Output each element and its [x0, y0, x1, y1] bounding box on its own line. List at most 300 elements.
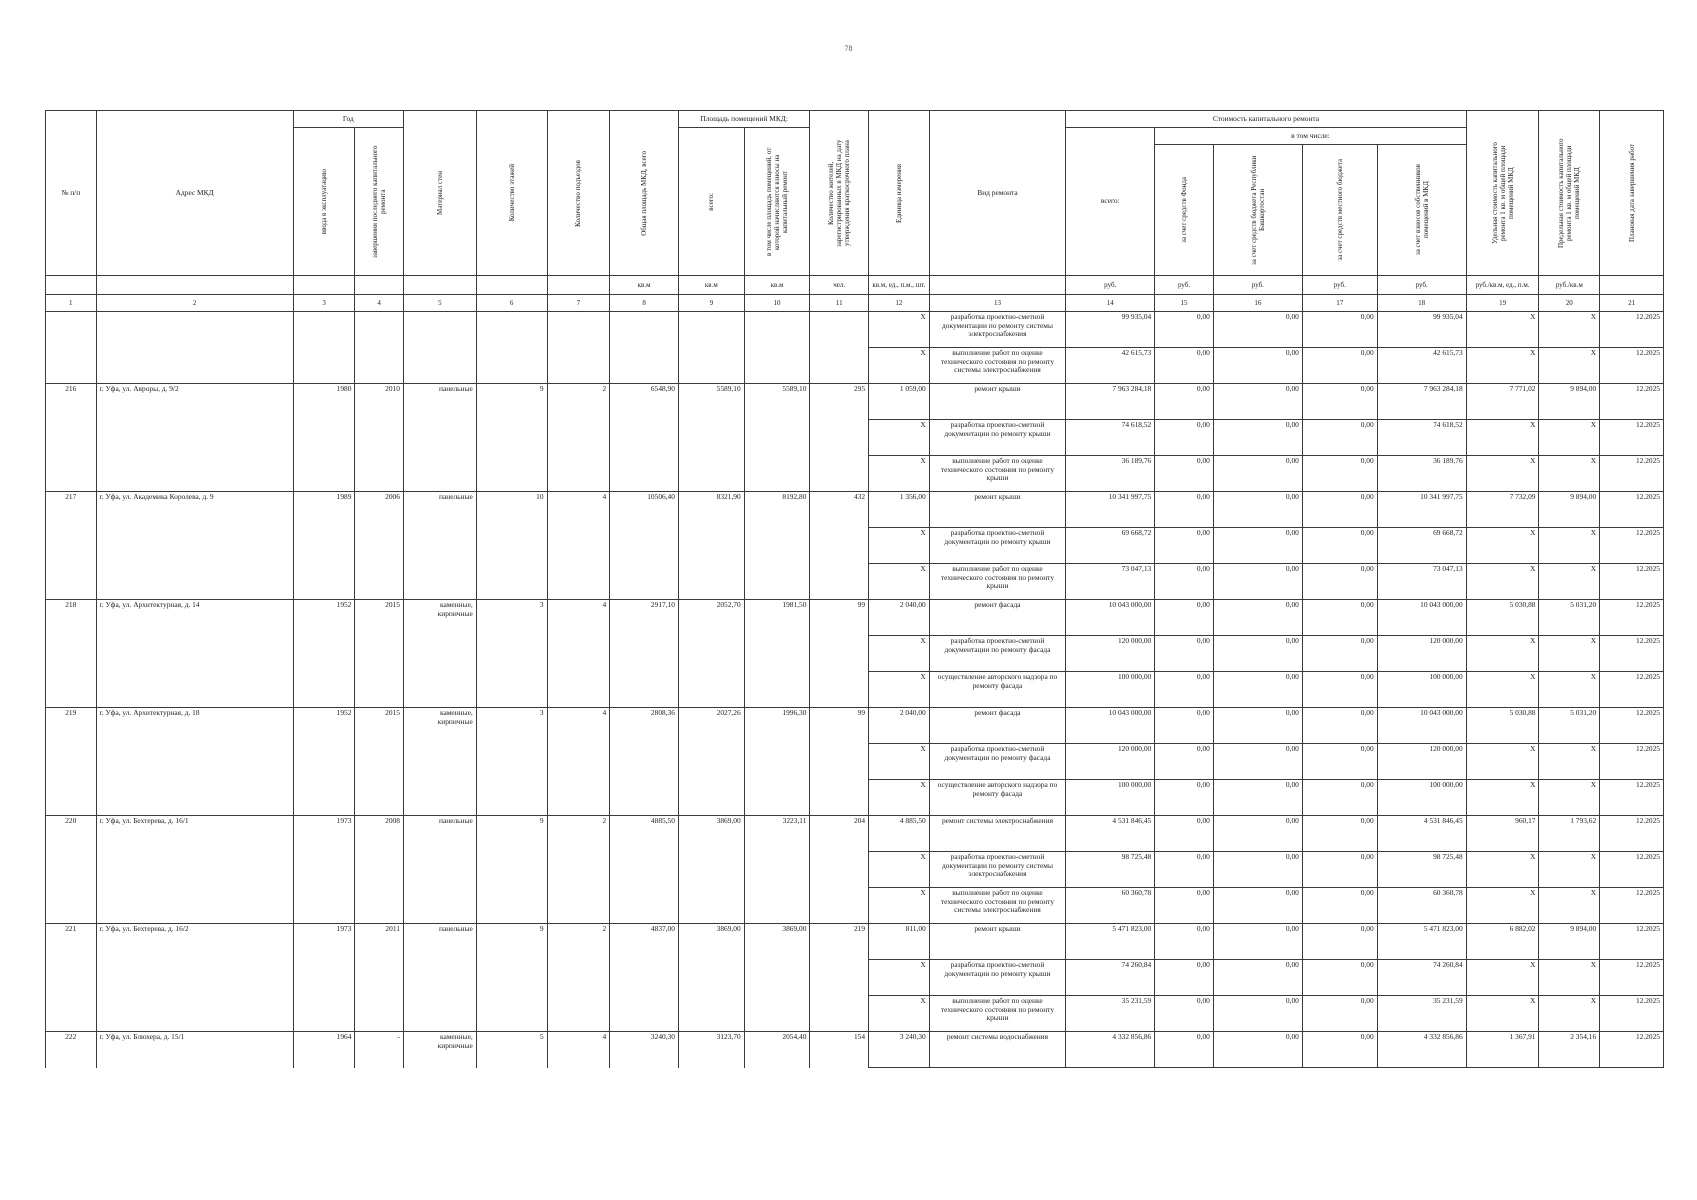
residents-cell	[810, 852, 869, 888]
unit-cell: руб.	[1302, 276, 1377, 295]
header-premises-group: Площадь помещений МКД:	[678, 111, 809, 128]
header-premises-total: всего:	[678, 128, 744, 276]
unit-cell	[547, 276, 610, 295]
total-area-cell	[610, 312, 679, 348]
column-number-cell: 6	[476, 295, 547, 312]
residents-cell	[810, 528, 869, 564]
limit-cost-cell: X	[1539, 996, 1600, 1032]
premises-area-cell	[678, 456, 744, 492]
column-numbers-row	[46, 295, 1664, 312]
header-entrances: Количество подъездов	[547, 111, 610, 276]
residents-cell: 295	[810, 384, 869, 420]
column-number-cell: 18	[1377, 295, 1466, 312]
address-cell: г. Уфа, ул. Академика Королева, д. 9	[96, 492, 293, 528]
specific-cost-cell: 6 882,02	[1466, 924, 1539, 960]
address-cell	[96, 636, 293, 672]
repair-type-cell: выполнение работ по оценке технического состояния по ремонту системы электроснабжения	[929, 888, 1066, 924]
year-repair-cell	[355, 456, 404, 492]
row-number: 217	[46, 492, 97, 528]
residents-cell	[810, 888, 869, 924]
cost-owners-cell: 42 615,73	[1377, 348, 1466, 384]
cost-fund-cell: 0,00	[1155, 852, 1214, 888]
row-number	[46, 456, 97, 492]
premises-area-cell	[678, 960, 744, 996]
cost-owners-cell: 74 618,52	[1377, 420, 1466, 456]
cost-owners-cell: 120 000,00	[1377, 744, 1466, 780]
year-commission-cell	[293, 348, 355, 384]
unit-value-cell: X	[869, 960, 930, 996]
column-number-cell: 2	[96, 295, 293, 312]
address-cell: г. Уфа, ул. Архитектурная, д. 18	[96, 708, 293, 744]
wall-material-cell	[403, 960, 476, 996]
address-cell: г. Уфа, ул. Блюхера, д. 15/1	[96, 1032, 293, 1068]
plan-date-cell: 12.2025	[1600, 312, 1664, 348]
plan-date-cell: 12.2025	[1600, 420, 1664, 456]
cost-total-cell: 100 000,00	[1066, 780, 1155, 816]
address-cell: г. Уфа, ул. Архитектурная, д. 14	[96, 600, 293, 636]
cost-owners-cell: 98 725,48	[1377, 852, 1466, 888]
cost-republic-cell: 0,00	[1213, 1032, 1302, 1068]
floors-cell	[476, 420, 547, 456]
cost-owners-cell: 100 000,00	[1377, 672, 1466, 708]
address-cell	[96, 456, 293, 492]
unit-value-cell: X	[869, 528, 930, 564]
entrances-cell	[547, 636, 610, 672]
cost-republic-cell: 0,00	[1213, 312, 1302, 348]
cost-fund-cell: 0,00	[1155, 492, 1214, 528]
cost-owners-cell: 74 260,84	[1377, 960, 1466, 996]
limit-cost-cell: 5 031,20	[1539, 600, 1600, 636]
cost-total-cell: 36 189,76	[1066, 456, 1155, 492]
limit-cost-cell: X	[1539, 960, 1600, 996]
limit-cost-cell: 9 894,00	[1539, 384, 1600, 420]
cost-total-cell: 35 231,59	[1066, 996, 1155, 1032]
residential-area-cell: 5589,10	[744, 384, 810, 420]
cost-owners-cell: 10 043 000,00	[1377, 600, 1466, 636]
cost-total-cell: 4 531 846,45	[1066, 816, 1155, 852]
plan-date-cell: 12.2025	[1600, 780, 1664, 816]
row-number	[46, 348, 97, 384]
cost-owners-cell: 4 531 846,45	[1377, 816, 1466, 852]
cost-local-cell: 0,00	[1302, 312, 1377, 348]
limit-cost-cell: X	[1539, 456, 1600, 492]
repair-type-cell: ремонт крыши	[929, 384, 1066, 420]
cost-owners-cell: 5 471 823,00	[1377, 924, 1466, 960]
specific-cost-cell: X	[1466, 456, 1539, 492]
table-row	[46, 456, 1664, 492]
repair-type-cell: ремонт системы водоснабжения	[929, 1032, 1066, 1068]
cost-local-cell: 0,00	[1302, 744, 1377, 780]
premises-area-cell: 3869,00	[678, 816, 744, 852]
residents-cell: 99	[810, 708, 869, 744]
wall-material-cell	[403, 744, 476, 780]
cost-fund-cell: 0,00	[1155, 816, 1214, 852]
limit-cost-cell: X	[1539, 312, 1600, 348]
floors-cell: 10	[476, 492, 547, 528]
premises-area-cell	[678, 636, 744, 672]
cost-republic-cell: 0,00	[1213, 960, 1302, 996]
residents-cell	[810, 348, 869, 384]
header-num: № п/п	[46, 111, 97, 276]
cost-local-cell: 0,00	[1302, 888, 1377, 924]
unit-cell: кв.м, ед., п.м., шт.	[869, 276, 930, 295]
total-area-cell	[610, 960, 679, 996]
year-commission-cell	[293, 420, 355, 456]
total-area-cell: 10506,40	[610, 492, 679, 528]
total-area-cell	[610, 528, 679, 564]
wall-material-cell	[403, 852, 476, 888]
year-repair-cell: 2015	[355, 600, 404, 636]
year-commission-cell: 1973	[293, 924, 355, 960]
year-commission-cell: 1973	[293, 816, 355, 852]
total-area-cell	[610, 564, 679, 600]
cost-fund-cell: 0,00	[1155, 420, 1214, 456]
cost-owners-cell: 120 000,00	[1377, 636, 1466, 672]
specific-cost-cell: X	[1466, 852, 1539, 888]
cost-fund-cell: 0,00	[1155, 960, 1214, 996]
unit-value-cell: 1 059,00	[869, 384, 930, 420]
wall-material-cell	[403, 780, 476, 816]
row-number: 222	[46, 1032, 97, 1068]
address-cell	[96, 960, 293, 996]
year-repair-cell: 2015	[355, 708, 404, 744]
year-repair-cell	[355, 312, 404, 348]
column-number-cell: 20	[1539, 295, 1600, 312]
address-cell	[96, 672, 293, 708]
limit-cost-cell: 9 894,00	[1539, 492, 1600, 528]
unit-value-cell: X	[869, 888, 930, 924]
cost-total-cell: 120 000,00	[1066, 636, 1155, 672]
cost-total-cell: 73 047,13	[1066, 564, 1155, 600]
plan-date-cell: 12.2025	[1600, 492, 1664, 528]
header-residents: Количество жителей, зарегистрированных в МКД на дату утверждения краткосрочного плана	[810, 111, 869, 276]
cost-local-cell: 0,00	[1302, 564, 1377, 600]
header-cost-total: всего:	[1066, 128, 1155, 276]
residential-area-cell: 1996,30	[744, 708, 810, 744]
table-row	[46, 492, 1664, 528]
residential-area-cell	[744, 744, 810, 780]
year-commission-cell: 1952	[293, 708, 355, 744]
total-area-cell: 3240,30	[610, 1032, 679, 1068]
cost-local-cell: 0,00	[1302, 492, 1377, 528]
cost-fund-cell: 0,00	[1155, 708, 1214, 744]
address-cell: г. Уфа, ул. Бехтерева, д. 16/2	[96, 924, 293, 960]
cost-republic-cell: 0,00	[1213, 348, 1302, 384]
cost-fund-cell: 0,00	[1155, 888, 1214, 924]
limit-cost-cell: X	[1539, 888, 1600, 924]
premises-area-cell	[678, 312, 744, 348]
row-number	[46, 636, 97, 672]
total-area-cell: 2917,10	[610, 600, 679, 636]
unit-value-cell: 2 040,00	[869, 600, 930, 636]
unit-value-cell: X	[869, 852, 930, 888]
entrances-cell	[547, 456, 610, 492]
header-cost-fund: за счет средств Фонда	[1155, 145, 1214, 276]
residents-cell	[810, 420, 869, 456]
row-number	[46, 888, 97, 924]
column-number-cell: 9	[678, 295, 744, 312]
premises-area-cell	[678, 852, 744, 888]
total-area-cell: 6548,90	[610, 384, 679, 420]
wall-material-cell	[403, 564, 476, 600]
header-including-group: в том числе:	[1155, 128, 1466, 145]
total-area-cell	[610, 456, 679, 492]
cost-fund-cell: 0,00	[1155, 744, 1214, 780]
specific-cost-cell: X	[1466, 780, 1539, 816]
year-repair-cell	[355, 780, 404, 816]
repair-type-cell: осуществление авторского надзора по ремонту фасада	[929, 780, 1066, 816]
specific-cost-cell: X	[1466, 888, 1539, 924]
cost-local-cell: 0,00	[1302, 816, 1377, 852]
table-row	[46, 420, 1664, 456]
unit-cell: чел.	[810, 276, 869, 295]
residential-area-cell	[744, 672, 810, 708]
address-cell	[96, 420, 293, 456]
cost-fund-cell: 0,00	[1155, 312, 1214, 348]
year-commission-cell	[293, 888, 355, 924]
cost-local-cell: 0,00	[1302, 672, 1377, 708]
address-cell	[96, 888, 293, 924]
column-number-cell: 1	[46, 295, 97, 312]
year-commission-cell: 1989	[293, 492, 355, 528]
year-commission-cell	[293, 744, 355, 780]
limit-cost-cell: X	[1539, 420, 1600, 456]
premises-area-cell	[678, 420, 744, 456]
residents-cell	[810, 312, 869, 348]
unit-cell: руб.	[1155, 276, 1214, 295]
plan-date-cell: 12.2025	[1600, 888, 1664, 924]
entrances-cell: 2	[547, 816, 610, 852]
residents-cell	[810, 636, 869, 672]
row-number	[46, 852, 97, 888]
repair-type-cell: ремонт системы электроснабжения	[929, 816, 1066, 852]
year-commission-cell: 1952	[293, 600, 355, 636]
premises-area-cell: 2052,70	[678, 600, 744, 636]
wall-material-cell	[403, 888, 476, 924]
plan-date-cell: 12.2025	[1600, 744, 1664, 780]
limit-cost-cell: 5 031,20	[1539, 708, 1600, 744]
premises-area-cell: 8321,90	[678, 492, 744, 528]
floors-cell: 3	[476, 600, 547, 636]
wall-material-cell: каменные, кирпичные	[403, 600, 476, 636]
year-repair-cell: 2006	[355, 492, 404, 528]
residential-area-cell: 2054,40	[744, 1032, 810, 1068]
entrances-cell	[547, 672, 610, 708]
address-cell	[96, 996, 293, 1032]
address-cell	[96, 744, 293, 780]
entrances-cell: 4	[547, 1032, 610, 1068]
unit-value-cell: X	[869, 348, 930, 384]
cost-total-cell: 98 725,48	[1066, 852, 1155, 888]
unit-value-cell: X	[869, 636, 930, 672]
specific-cost-cell: X	[1466, 564, 1539, 600]
year-repair-cell	[355, 852, 404, 888]
limit-cost-cell: X	[1539, 744, 1600, 780]
cost-owners-cell: 73 047,13	[1377, 564, 1466, 600]
residents-cell: 99	[810, 600, 869, 636]
address-cell	[96, 528, 293, 564]
specific-cost-cell: 5 030,88	[1466, 600, 1539, 636]
cost-owners-cell: 10 341 997,75	[1377, 492, 1466, 528]
repair-type-cell: разработка проектно-сметной документации по ремонту фасада	[929, 636, 1066, 672]
repair-type-cell: осуществление авторского надзора по ремонту фасада	[929, 672, 1066, 708]
total-area-cell: 4885,50	[610, 816, 679, 852]
row-number	[46, 744, 97, 780]
table-row	[46, 744, 1664, 780]
entrances-cell	[547, 528, 610, 564]
address-cell	[96, 348, 293, 384]
cost-total-cell: 5 471 823,00	[1066, 924, 1155, 960]
repair-type-cell: разработка проектно-сметной документации по ремонту крыши	[929, 528, 1066, 564]
unit-cell	[403, 276, 476, 295]
address-cell	[96, 312, 293, 348]
year-repair-cell	[355, 420, 404, 456]
unit-cell	[355, 276, 404, 295]
cost-total-cell: 4 332 856,86	[1066, 1032, 1155, 1068]
premises-area-cell	[678, 672, 744, 708]
cost-republic-cell: 0,00	[1213, 852, 1302, 888]
table-body	[46, 312, 1664, 1068]
cost-republic-cell: 0,00	[1213, 888, 1302, 924]
residential-area-cell	[744, 960, 810, 996]
entrances-cell	[547, 348, 610, 384]
cost-local-cell: 0,00	[1302, 636, 1377, 672]
total-area-cell	[610, 888, 679, 924]
residents-cell	[810, 780, 869, 816]
plan-date-cell: 12.2025	[1600, 960, 1664, 996]
specific-cost-cell: X	[1466, 672, 1539, 708]
wall-material-cell	[403, 348, 476, 384]
cost-owners-cell: 60 360,78	[1377, 888, 1466, 924]
table-row	[46, 1032, 1664, 1068]
cost-total-cell: 120 000,00	[1066, 744, 1155, 780]
repair-type-cell: разработка проектно-сметной документации по ремонту системы электроснабжения	[929, 312, 1066, 348]
floors-cell	[476, 960, 547, 996]
repair-type-cell: разработка проектно-сметной документации по ремонту крыши	[929, 420, 1066, 456]
total-area-cell	[610, 636, 679, 672]
wall-material-cell: каменные, кирпичные	[403, 1032, 476, 1068]
cost-republic-cell: 0,00	[1213, 672, 1302, 708]
plan-date-cell: 12.2025	[1600, 564, 1664, 600]
limit-cost-cell: X	[1539, 348, 1600, 384]
limit-cost-cell: X	[1539, 636, 1600, 672]
unit-cell: руб.	[1066, 276, 1155, 295]
column-number-cell: 12	[869, 295, 930, 312]
header-plan-date: Плановая дата завершения работ	[1600, 111, 1664, 276]
header-unit: Единица измерения	[869, 111, 930, 276]
column-number-cell: 13	[929, 295, 1066, 312]
cost-republic-cell: 0,00	[1213, 744, 1302, 780]
row-number	[46, 960, 97, 996]
column-number-cell: 16	[1213, 295, 1302, 312]
residential-area-cell	[744, 528, 810, 564]
residential-area-cell: 1981,50	[744, 600, 810, 636]
cost-republic-cell: 0,00	[1213, 384, 1302, 420]
plan-date-cell: 12.2025	[1600, 384, 1664, 420]
unit-cell: кв.м	[678, 276, 744, 295]
capital-repair-table	[45, 110, 1664, 1068]
limit-cost-cell: X	[1539, 780, 1600, 816]
residential-area-cell	[744, 852, 810, 888]
wall-material-cell	[403, 528, 476, 564]
year-repair-cell: 2011	[355, 924, 404, 960]
year-commission-cell	[293, 528, 355, 564]
limit-cost-cell: X	[1539, 528, 1600, 564]
cost-local-cell: 0,00	[1302, 420, 1377, 456]
unit-value-cell: 4 885,50	[869, 816, 930, 852]
plan-date-cell: 12.2025	[1600, 456, 1664, 492]
floors-cell	[476, 852, 547, 888]
premises-area-cell: 3869,00	[678, 924, 744, 960]
premises-area-cell	[678, 780, 744, 816]
residents-cell: 204	[810, 816, 869, 852]
unit-cell	[929, 276, 1066, 295]
header-cost-group: Стоимость капитального ремонта	[1066, 111, 1466, 128]
row-number	[46, 528, 97, 564]
floors-cell	[476, 312, 547, 348]
residents-cell	[810, 996, 869, 1032]
floors-cell: 3	[476, 708, 547, 744]
floors-cell: 9	[476, 384, 547, 420]
cost-republic-cell: 0,00	[1213, 924, 1302, 960]
header-repair-type: Вид ремонта	[929, 111, 1066, 276]
floors-cell: 9	[476, 816, 547, 852]
cost-republic-cell: 0,00	[1213, 708, 1302, 744]
plan-date-cell: 12.2025	[1600, 600, 1664, 636]
plan-date-cell: 12.2025	[1600, 672, 1664, 708]
total-area-cell	[610, 744, 679, 780]
header-floors: Количество этажей	[476, 111, 547, 276]
column-number-cell: 7	[547, 295, 610, 312]
plan-date-cell: 12.2025	[1600, 1032, 1664, 1068]
plan-date-cell: 12.2025	[1600, 708, 1664, 744]
year-repair-cell: 2010	[355, 384, 404, 420]
table-row	[46, 816, 1664, 852]
column-number-cell: 4	[355, 295, 404, 312]
residential-area-cell	[744, 564, 810, 600]
cost-total-cell: 100 000,00	[1066, 672, 1155, 708]
unit-value-cell: X	[869, 780, 930, 816]
year-repair-cell	[355, 564, 404, 600]
cost-fund-cell: 0,00	[1155, 456, 1214, 492]
plan-date-cell: 12.2025	[1600, 996, 1664, 1032]
plan-date-cell: 12.2025	[1600, 348, 1664, 384]
header-year-last-repair: завершения последнего капитального ремонта	[355, 128, 404, 276]
cost-local-cell: 0,00	[1302, 780, 1377, 816]
residents-cell	[810, 456, 869, 492]
unit-value-cell: X	[869, 672, 930, 708]
header-cost-local: за счет средств местного бюджета	[1302, 145, 1377, 276]
year-repair-cell	[355, 960, 404, 996]
table-row	[46, 960, 1664, 996]
cost-local-cell: 0,00	[1302, 852, 1377, 888]
residents-cell	[810, 672, 869, 708]
column-number-cell: 21	[1600, 295, 1664, 312]
limit-cost-cell: 2 354,16	[1539, 1032, 1600, 1068]
table-row	[46, 348, 1664, 384]
specific-cost-cell: X	[1466, 528, 1539, 564]
header-total-area: Общая площадь МКД, всего	[610, 111, 679, 276]
cost-republic-cell: 0,00	[1213, 420, 1302, 456]
header-year-commission: ввода в эксплуатацию	[293, 128, 355, 276]
floors-cell	[476, 744, 547, 780]
floors-cell: 5	[476, 1032, 547, 1068]
cost-fund-cell: 0,00	[1155, 780, 1214, 816]
residents-cell	[810, 564, 869, 600]
wall-material-cell	[403, 672, 476, 708]
cost-owners-cell: 7 963 284,18	[1377, 384, 1466, 420]
wall-material-cell	[403, 312, 476, 348]
